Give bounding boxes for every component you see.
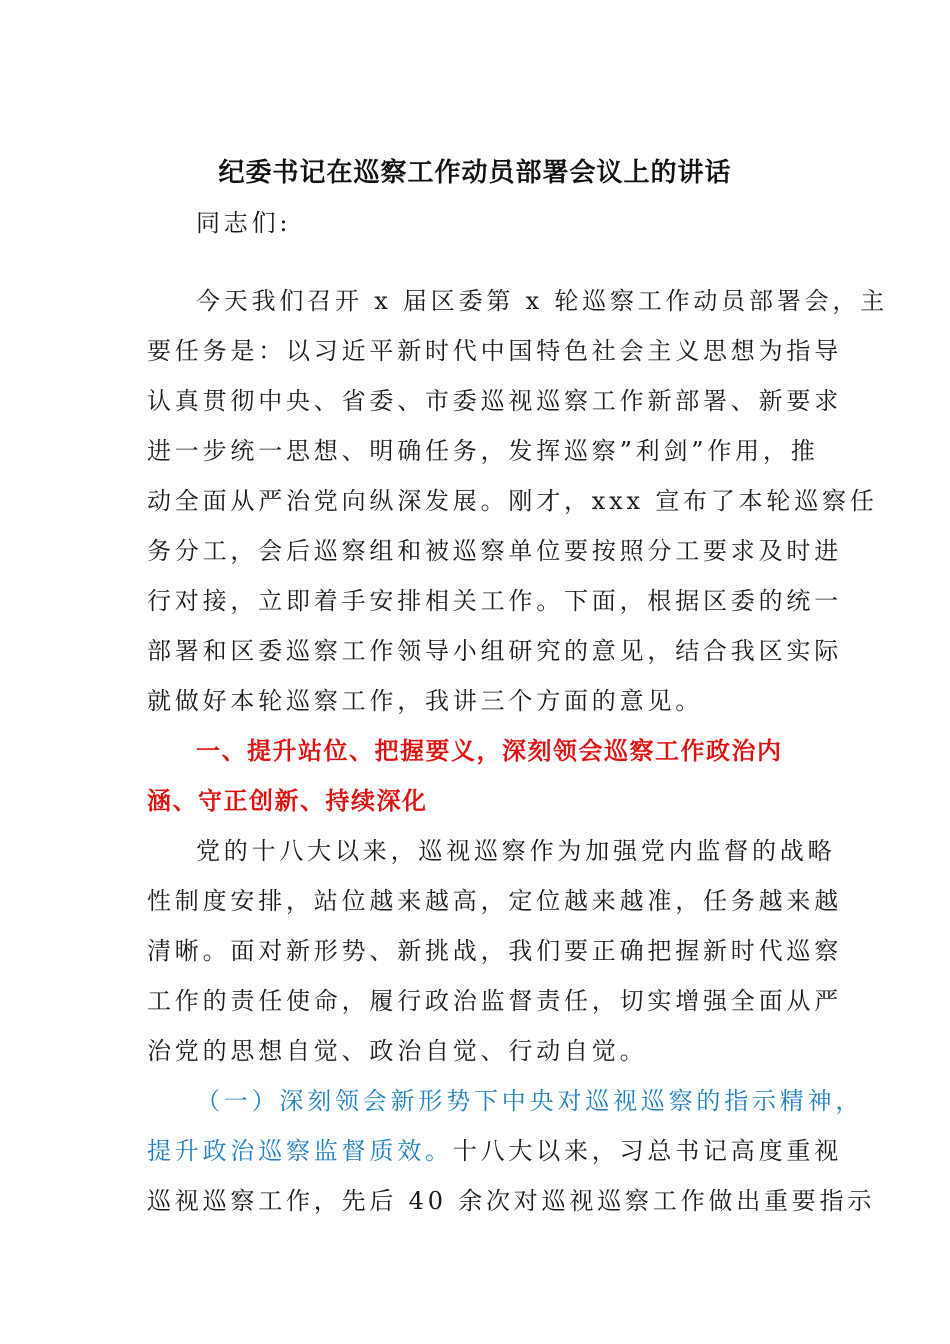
paragraph2-line: 清晰。面对新形势、新挑战，我们要正确把握新时代巡察 xyxy=(147,937,842,965)
paragraph1-line: 要任务是：以习近平新时代中国特色社会主义思想为指导 xyxy=(147,337,842,365)
subheading-title-end: 提升政治巡察监督质效。 xyxy=(147,1137,453,1165)
paragraph1-line: 就做好本轮巡察工作，我讲三个方面的意见。 xyxy=(147,687,703,715)
subheading-paragraph-line xyxy=(147,1134,843,1168)
paragraph1-line: 进一步统一思想、明确任务，发挥巡察”利剑”作用，推 xyxy=(147,437,819,465)
section-heading-line: 一、提升站位、把握要义，深刻领会巡察工作政治内 xyxy=(196,737,783,765)
salutation: 同志们: xyxy=(196,209,292,237)
paragraph2-line: 工作的责任使命，履行政治监督责任，切实增强全面从严 xyxy=(147,987,842,1015)
paragraph1-line: 今天我们召开 x 届区委第 x 轮巡察工作动员部署会，主 xyxy=(196,287,888,315)
subheading-line: （一）深刻领会新形势下中央对巡视巡察的指示精神， xyxy=(196,1087,864,1115)
paragraph1-line: 动全面从严治党向纵深发展。刚才，xxx 宣布了本轮巡察任 xyxy=(147,487,878,515)
subheading-paragraph-line: 巡视巡察工作，先后 40 余次对巡视巡察工作做出重要指示 xyxy=(147,1187,876,1215)
paragraph2-line: 性制度安排，站位越来越高，定位越来越准，任务越来越 xyxy=(147,887,842,915)
paragraph1-line: 务分工，会后巡察组和被巡察单位要按照分工要求及时进 xyxy=(147,537,842,565)
subheading-body-start: 十八大以来，习总书记高度重视 xyxy=(452,1137,843,1165)
paragraph2-line: 治党的思想自觉、政治自觉、行动自觉。 xyxy=(147,1037,648,1065)
paragraph1-line: 行对接，立即着手安排相关工作。下面，根据区委的统一 xyxy=(147,587,842,615)
paragraph2-line: 党的十八大以来，巡视巡察作为加强党内监督的战略 xyxy=(196,837,836,865)
paragraph1-line: 部署和区委巡察工作领导小组研究的意见，结合我区实际 xyxy=(147,637,842,665)
section-heading-line: 涵、守正创新、持续深化 xyxy=(147,787,428,815)
document-title: 纪委书记在巡察工作动员部署会议上的讲话 xyxy=(218,158,732,188)
paragraph1-line: 认真贯彻中央、省委、市委巡视巡察工作新部署、新要求 xyxy=(147,387,842,415)
